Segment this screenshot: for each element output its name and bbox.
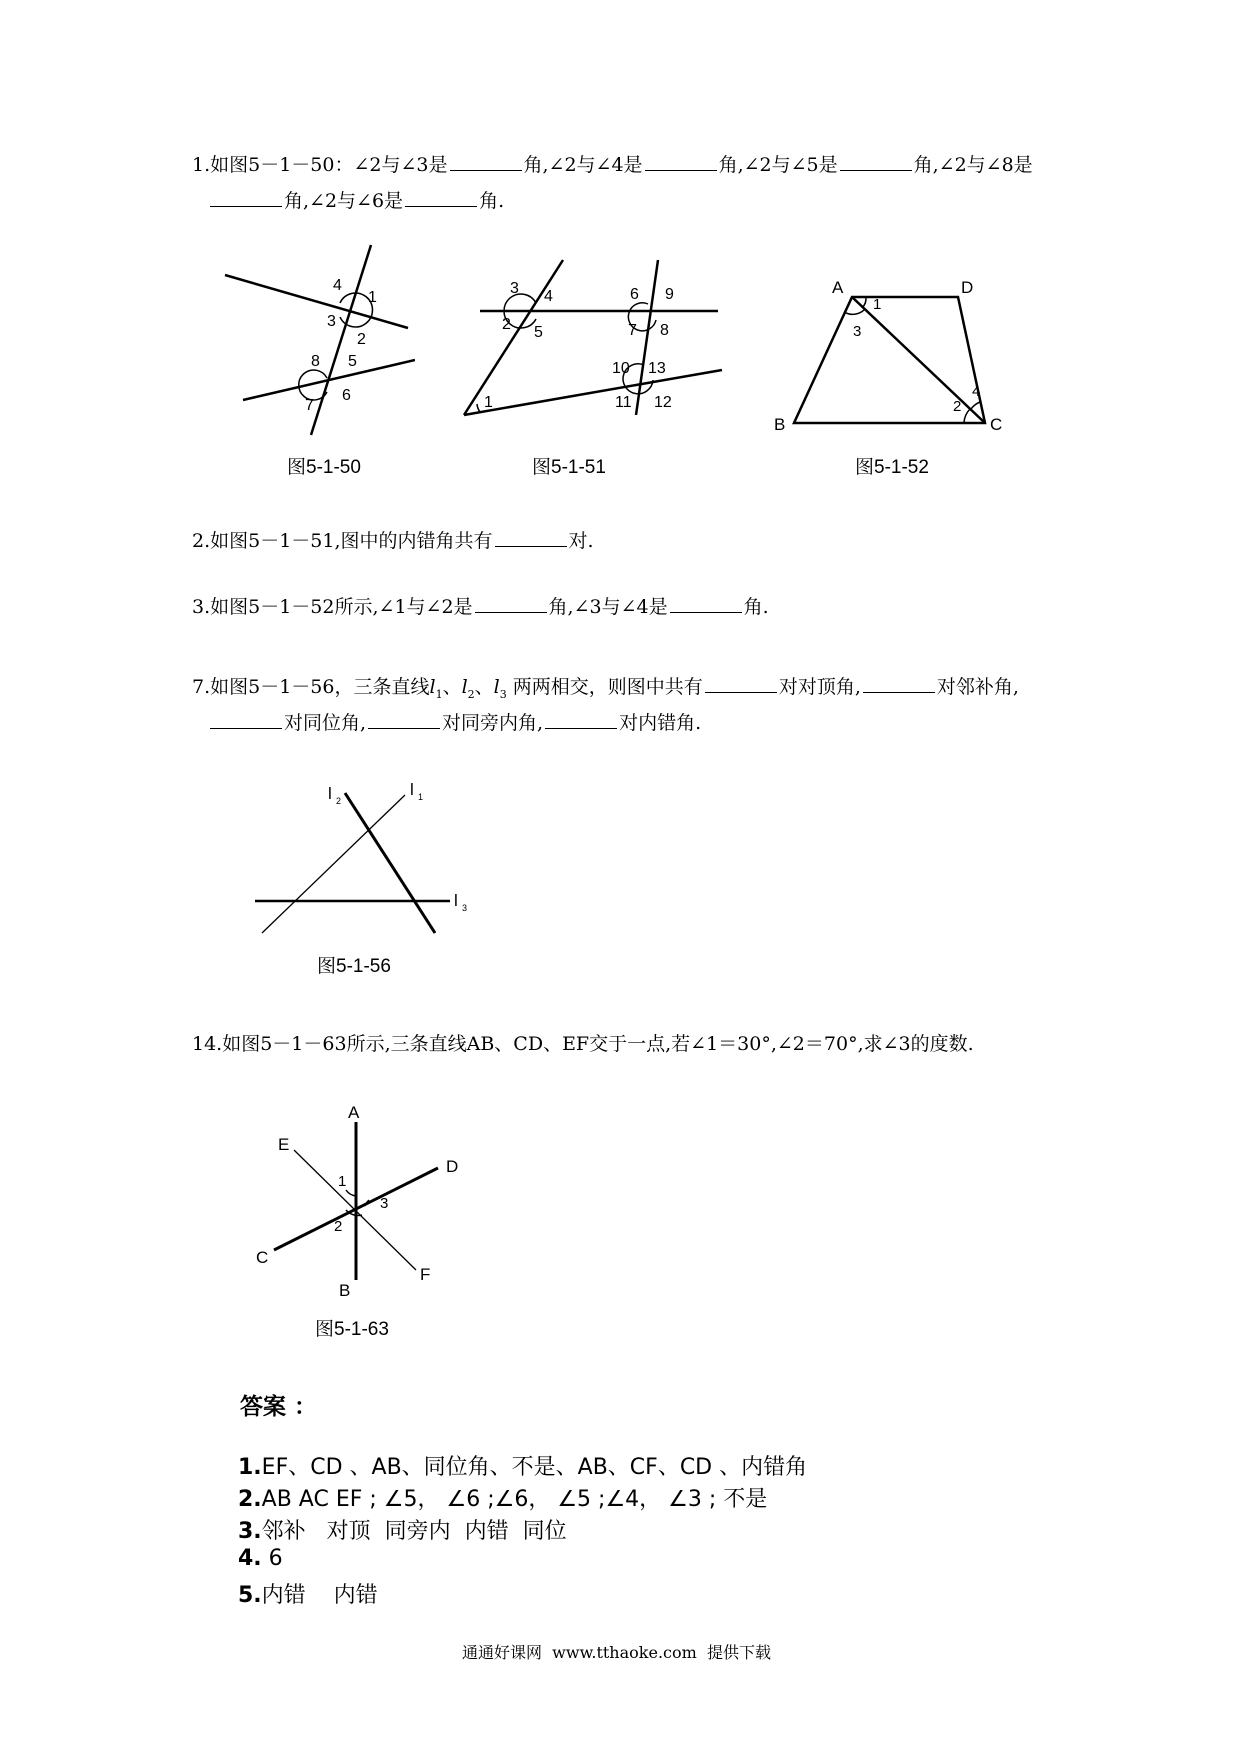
question-7-line-1 [192,672,1019,710]
fig52-label: D [961,278,974,297]
fig50-caption: 图5-1-50 [287,457,361,478]
figure-5-1-50 [215,240,415,440]
answer-3-num: 3. [238,1519,262,1544]
fig52-label: B [774,415,786,434]
line-l1-sub: 1 [435,687,443,701]
fig52-caption: 图5-1-52 [855,457,929,478]
fig52-label: 3 [853,323,862,340]
q7-blank-4 [368,708,440,729]
q7-text-5: 对同位角, [284,712,367,734]
q1-text-3: 角,∠2与∠5是 [718,154,838,176]
answer-3 [238,1514,567,1545]
figure-5-1-51 [460,255,730,430]
q7-sep-2: 、 [474,676,494,698]
fig63-label: E [278,1135,290,1154]
q1-text-2: 角,∠2与∠4是 [523,154,643,176]
question-1-line-2 [208,186,504,216]
fig50-label: 5 [348,353,357,370]
q1-blank-4 [210,186,282,207]
fig63-label: A [348,1103,360,1122]
answer-1-num: 1. [238,1455,262,1480]
answer-4 [238,1546,283,1571]
fig63-label: F [420,1265,431,1284]
fig63-label: 2 [334,1218,343,1235]
q1-text-5: 角,∠2与∠6是 [284,190,404,212]
fig51-label: 11 [615,394,632,411]
answer-2-num: 2. [238,1487,262,1512]
answer-3-text: 邻补 对顶 同旁内 内错 同位 [261,1519,567,1544]
answer-1 [238,1450,807,1481]
q7-sep-1: 、 [442,676,462,698]
fig56-l3-label: l [454,891,458,910]
page-footer: 通通好课网 www.tthaoke.com 提供下载 [462,1643,771,1662]
fig50-label: 1 [368,289,377,306]
fig51-caption: 图5-1-51 [532,457,606,478]
question-2 [192,526,594,556]
line-l3-label: l [493,676,500,698]
fig51-label: 3 [510,280,519,297]
fig56-caption: 图5-1-56 [317,956,391,977]
fig50-label: 4 [333,277,342,294]
q2-text-2: 对. [568,530,594,552]
fig63-label: D [446,1157,459,1176]
q2-text-1: 2.如图5－1－51,图中的内错角共有 [192,530,493,552]
answer-2 [238,1482,767,1513]
fig51-label: 5 [534,324,543,341]
q1-text-4: 角,∠2与∠8是 [913,154,1033,176]
question-3 [192,592,769,622]
fig51-label: 7 [628,322,637,339]
fig52-label: A [832,278,844,297]
answers-title: 答案 ： [240,1394,318,1420]
q7-text-1: 7.如图5－1－56，三条直线 [192,676,430,698]
q1-text-6: 角. [479,190,505,212]
fig51-label: 4 [544,288,553,305]
q7-blank-1 [705,672,777,693]
figure-5-1-52 [765,270,1030,445]
q1-blank-3 [840,150,912,171]
fig52-label: 1 [873,296,882,313]
q7-text-2: 两两相交，则图中共有 [512,676,703,698]
question-1-line-1 [192,150,1033,180]
q7-text-3: 对对顶角, [778,676,861,698]
fig50-label: 2 [357,331,366,348]
q3-blank-1 [475,592,547,613]
question-7-line-2 [208,708,701,738]
q7-blank-2 [863,672,935,693]
fig51-label: 9 [665,286,674,303]
fig51-label: 6 [630,286,639,303]
fig56-l1-sub: 1 [418,792,424,802]
fig63-label: B [339,1281,351,1300]
fig50-label: 6 [342,387,351,404]
answer-4-text: 6 [261,1546,283,1571]
fig63-label: C [256,1248,269,1267]
fig51-label: 8 [660,322,669,339]
q7-text-6: 对同旁内角, [442,712,544,734]
fig52-label: 4 [972,383,981,400]
q1-text-1: 1.如图5－1－50：∠2与∠3是 [192,154,448,176]
q1-blank-5 [405,186,477,207]
answer-5-num: 5. [238,1583,262,1608]
fig51-label: 2 [502,316,511,333]
line-l3-sub: 3 [499,687,507,701]
figure-5-1-56 [250,775,480,950]
fig51-label: 10 [612,360,630,377]
fig52-label: 2 [953,398,962,415]
q7-blank-5 [545,708,617,729]
q7-text-4: 对邻补角, [936,676,1019,698]
answer-4-num: 4. [238,1546,262,1571]
answer-5-text: 内错 内错 [261,1583,378,1608]
fig52-label: C [990,415,1003,434]
q3-text-2: 角,∠3与∠4是 [548,596,668,618]
fig50-label: 7 [305,397,314,414]
answer-1-text: EF、CD 、AB、同位角、不是、AB、CF、CD 、内错角 [261,1455,808,1480]
fig50-label: 8 [311,353,320,370]
line-l2-sub: 2 [467,687,475,701]
fig51-label: 1 [484,394,493,411]
fig63-caption: 图5-1-63 [315,1319,389,1340]
fig51-label: 13 [648,360,666,377]
q1-blank-1 [450,150,522,171]
line-l1-label: l [429,676,436,698]
fig50-label: 3 [327,313,336,330]
answer-2-text: AB AC EF ; ∠5， ∠6 ;∠6， ∠5 ;∠4， ∠3 ; 不是 [261,1487,768,1512]
fig56-l2-label: l [328,784,332,803]
q7-text-7: 对内错角. [619,712,702,734]
q3-blank-2 [670,592,742,613]
q2-blank [495,526,567,547]
figure-5-1-63 [250,1100,480,1300]
q3-text-1: 3.如图5－1－52所示,∠1与∠2是 [192,596,473,618]
q3-text-3: 角. [743,596,769,618]
answer-5 [238,1578,378,1609]
fig63-label: 1 [338,1173,347,1190]
q14-text: 14.如图5－1－63所示,三条直线AB、CD、EF交于一点,若∠1＝30°,∠2＝70°,求∠3的度数. [192,1033,974,1055]
fig63-label: 3 [380,1195,389,1212]
q7-blank-3 [210,708,282,729]
fig56-l1-label: l [410,780,414,799]
line-l2-label: l [461,676,468,698]
q1-blank-2 [645,150,717,171]
question-14 [192,1029,974,1059]
fig56-l3-sub: 3 [462,903,468,913]
fig56-l2-sub: 2 [336,796,342,806]
fig51-label: 12 [654,394,672,411]
